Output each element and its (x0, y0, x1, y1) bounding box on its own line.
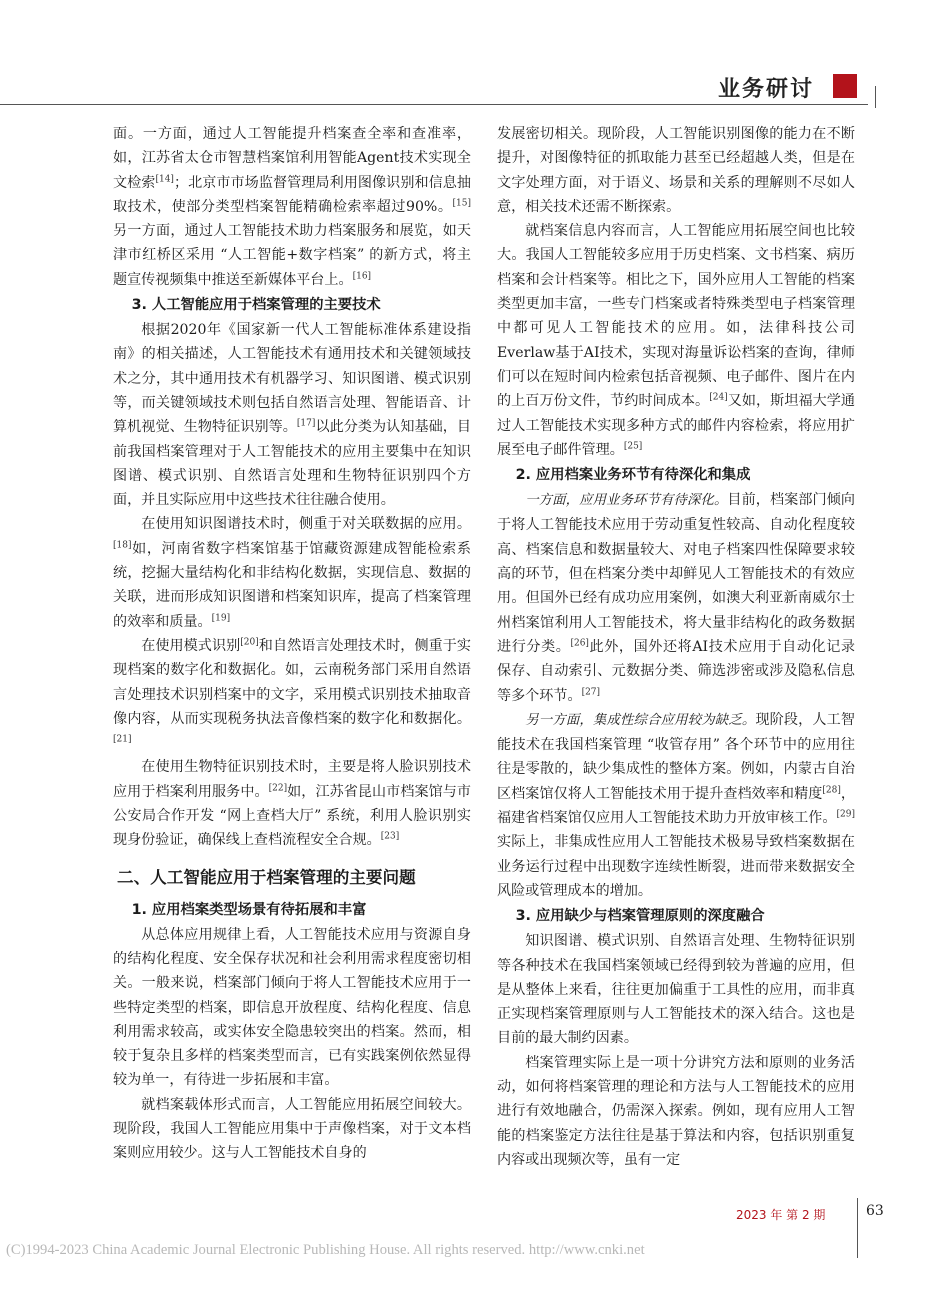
text-run: 又如，斯坦福大学通过人工智能技术实现多种方式的邮件内容检索，将应用扩展至电子邮件管理。 (497, 393, 856, 458)
paragraph: 知识图谱、模式识别、自然语言处理、生物特征识别等各种技术在我国档案领域已经得到较为普遍的应用，但是从整体上来看，往往更加偏重于工具性的应用，而非真正实现档案管理原则与人工智能技术的深入结合。这也是目前的最大制约因素。 (497, 933, 855, 1047)
paragraph: 档案管理实际上是一项十分讲究方法和原则的业务活动，如何将档案管理的理论和方法与人工智能技术的应用进行有效地融合，仍需深入探索。例如，现有应用人工智能的档案鉴定方法往往是基于算法和内容，包括识别重复内容或出现频次等，虽有一定 (497, 1054, 855, 1168)
citation: [28] (822, 785, 841, 796)
text-run: 如，河南省数字档案馆基于馆藏资源建成智能检索系统，挖掘大量结构化和非结构化数据，实现信息、数据的关联，进而形成知识图谱和档案知识库，提高了档案管理的效率和质量。 (113, 540, 471, 630)
citation: [20] (240, 637, 259, 648)
citation: [16] (352, 271, 372, 282)
issue-label: 2023 年 第 2 期 (736, 1208, 826, 1222)
paragraph (113, 755, 471, 852)
text-run: 如，江苏省昆山市档案馆与市公安局合作开发 “网上查档大厅” 系统，利用人脸识别实现身份验证，确保线上查档流程安全合规。 (113, 783, 472, 849)
citation: [25] (623, 441, 643, 452)
emphasis-lead: 另一方面，集成性综合应用较为缺乏。 (525, 712, 756, 728)
text-run: 根据2020年《国家新一代人工智能标准体系建设指南》的相关描述，人工智能技术有通用技术和关键领域技术之分，其中通用技术有机器学习、知识图谱、模式识别等，而关键领域技术则包括自然语言处理、智能语音、计算机视觉、生物特征识别等。 (113, 322, 471, 436)
citation: [23] (380, 831, 400, 842)
text-run: 以此分类为认知基础，目前我国档案管理对于人工智能技术的应用主要集中在知识图谱、模式识别、自然语言处理和生物特征识别四个方面，并且实际应用中这些技术往往融合使用。 (113, 419, 472, 509)
copyright-watermark: (C)1994-2023 China Academic Journal Electronic Publishing House. All rights reserved. http://www.cnki.net (6, 1242, 645, 1258)
citation: [29] (836, 809, 855, 820)
citation: [22] (268, 783, 288, 794)
paragraph (113, 634, 471, 755)
subsection-heading: 3. 人工智能应用于档案管理的主要技术 (131, 297, 381, 314)
subsection-heading: 2. 应用档案业务环节有待深化和集成 (515, 467, 751, 484)
emphasis-lead: 一方面，应用业务环节有待深化。 (525, 493, 728, 509)
citation: [19] (211, 612, 231, 623)
left-column (113, 122, 471, 1166)
text-run: 另一方面，通过人工智能技术助力档案服务和展览，如天津市红桥区采用 “人工智能+数字档案” 的新方式，将主题宣传视频集中推送至新媒体平台上。 (113, 223, 471, 288)
right-column (497, 122, 855, 1172)
page-number: 63 (866, 1203, 884, 1219)
section-title: 业务研讨 (717, 77, 814, 102)
paragraph (113, 122, 471, 292)
citation: [26] (570, 638, 589, 649)
section-heading: 二、人工智能应用于档案管理的主要问题 (117, 867, 416, 887)
header-tick (875, 86, 876, 108)
text-run: 现阶段，人工智能技术在我国档案管理 “收管存用” 各个环节中的应用往往是零散的，缺少集成性的整体方案。例如，内蒙古自治区档案馆仅将人工智能技术用于提升查档效率和精度 (497, 711, 856, 802)
paragraph: 发展密切相关。现阶段，人工智能识别图像的能力在不断提升，对图像特征的抓取能力甚至已经超越人类，但是在文字处理方面，对于语义、场景和关系的理解则不尽如人意，相关技术还需不断探索。 (497, 126, 855, 215)
paragraph (113, 318, 471, 512)
header-rule (0, 104, 868, 105)
text-run: 实际上，非集成性应用人工智能技术极易导致档案数据在业务运行过程中出现数字连续性断裂，进而带来数据安全风险或管理成本的增加。 (497, 834, 855, 899)
paragraph (497, 219, 855, 462)
subsection-heading: 3. 应用缺少与档案管理原则的深度融合 (515, 908, 765, 925)
citation: [15] (452, 198, 471, 209)
paragraph (497, 708, 855, 903)
text-run: 在使用模式识别 (141, 637, 241, 654)
text-run: 此外，国外还将AI技术应用于自动化记录保存、自动索引、元数据分类、筛选涉密或涉及隐私信息等多个环节。 (497, 638, 855, 704)
text-run: ，福建省档案馆仅应用人工智能技术助力开放审核工作。 (497, 785, 856, 827)
text-run: 在使用生物特征识别技术时，主要是将人脸识别技术应用于档案利用服务中。 (113, 759, 471, 800)
subsection-heading: 1. 应用档案类型场景有待拓展和丰富 (131, 901, 367, 918)
citation: [14] (155, 173, 174, 184)
text-run: ；北京市市场监督管理局利用图像识别和信息抽取技术，使部分类型档案智能精确检索率超过90%。 (113, 174, 472, 215)
section-marker-square (833, 74, 857, 98)
footer-rule (857, 1198, 858, 1258)
citation: [18] (113, 540, 132, 551)
citation: [24] (709, 392, 728, 403)
citation: [17] (296, 418, 316, 429)
text-run: 就档案信息内容而言，人工智能应用拓展空间也比较大。我国人工智能较多应用于历史档案、文书档案、病历档案和会计档案等。相比之下，国外应用人工智能的档案类型更加丰富，一些专门档案或者特殊类型电子档案管理中都可见人工智能技术的应用。如，法律科技公司Everlaw基于AI技术，实现对海量诉讼档案的查询，律师们可以在短时间内检索包括音视频、电子邮件、图片在内的上百万份文件，节约时间成本。 (497, 223, 855, 410)
paragraph (497, 488, 855, 708)
paragraph: 从总体应用规律上看，人工智能技术应用与资源自身的结构化程度、安全保存状况和社会利用需求程度密切相关。一般来说，档案部门倾向于将人工智能技术应用于一些特定类型的档案，即信息开放程度、结构化程度、信息利用需求较高，或实体安全隐患较突出的档案。然而，相较于复杂且多样的档案类型而言，已有实践案例依然显得较为单一，有待进一步拓展和丰富。 (113, 926, 471, 1089)
text-run: 在使用知识图谱技术时，侧重于对关联数据的应用。 (141, 516, 471, 533)
text-run: 和自然语言处理技术时，侧重于实现档案的数字化和数据化。如，云南税务部门采用自然语言处理技术识别档案中的文字，采用模式识别技术抽取音像内容，从而实现税务执法音像档案的数字化和数据化。 (113, 637, 472, 727)
citation: [27] (581, 686, 601, 697)
paragraph: 就档案载体形式而言，人工智能应用拓展空间较大。现阶段，我国人工智能应用集中于声像档案，对于文本档案则应用较少。这与人工智能技术自身的 (113, 1096, 471, 1162)
text-run: 面。一方面，通过人工智能提升档案查全率和查准率，如，江苏省太仓市智慧档案馆利用智能Agent技术实现全文检索 (113, 126, 471, 191)
paragraph (113, 512, 471, 633)
citation: [21] (113, 734, 132, 745)
text-run: 目前，档案部门倾向于将人工智能技术应用于劳动重复性较高、自动化程度较高、档案信息和数据量较大、对电子档案四性保障要求较高的环节，但在档案分类中却鲜见人工智能技术的有效应用。但国外已经有成功应用案例，如澳大利亚新南威尔士州档案馆利用人工智能技术，将大量非结构化的政务数据进行分类。 (497, 492, 855, 655)
